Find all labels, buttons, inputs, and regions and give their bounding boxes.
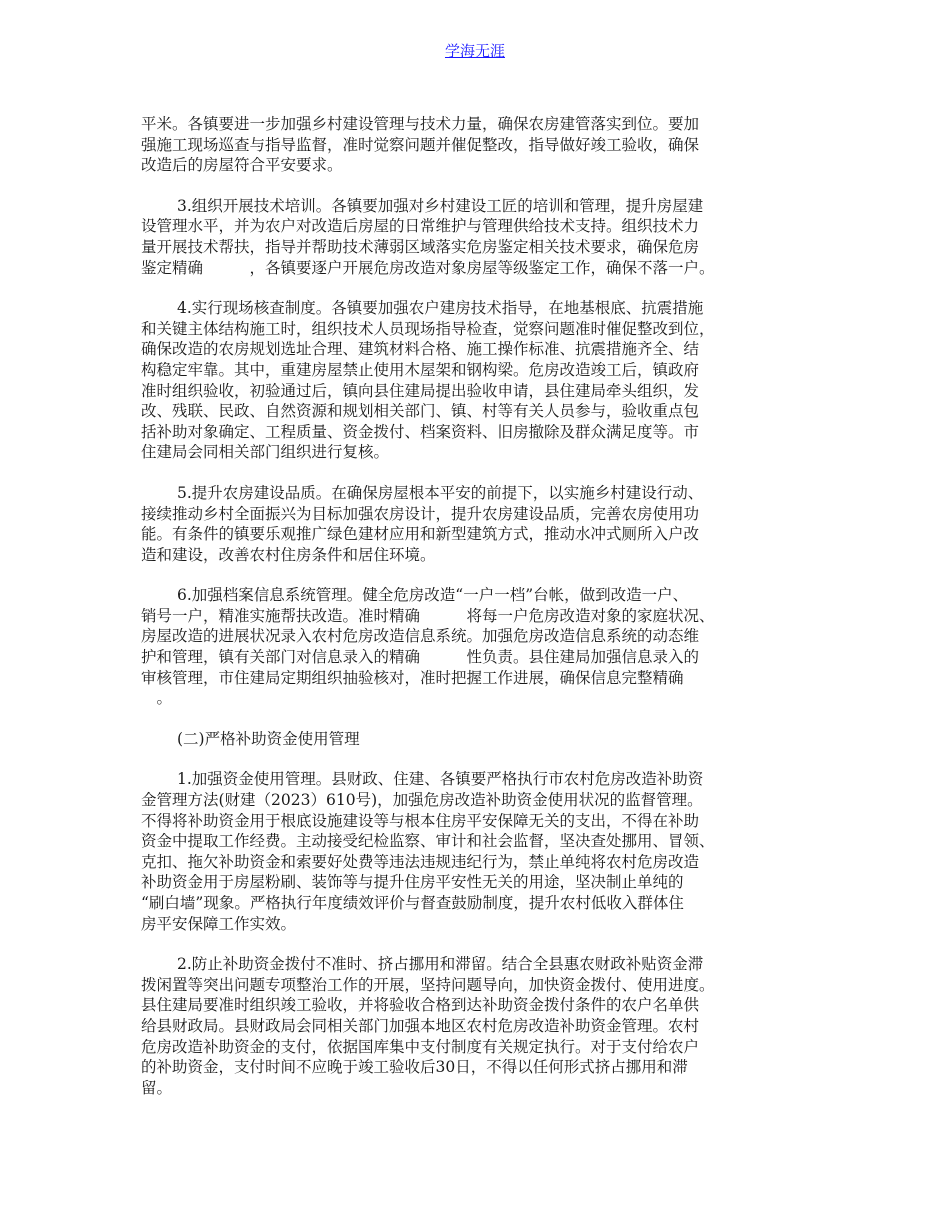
text-line: 房平安保障工作实效。 — [141, 914, 297, 933]
text-line: 确保改造的农房规划选址合理、建筑材料合格、施工操作标准、抗震措施齐全、结 — [141, 340, 700, 359]
text-line: 给县财政局。县财政局会同相关部门加强本地区农村危房改造补助资金管理。农村 — [141, 1016, 700, 1035]
text-line: 的补助资金，支付时间不应晚于竣工验收后30日，不得以任何形式挤占挪用和滞 — [141, 1058, 688, 1077]
text-line: 强施工现场巡查与指导监督，准时觉察问题并催促整改，指导做好竣工验收，确保 — [141, 135, 700, 154]
text-line: 销号一户，精准实施帮扶改造。准时精确 将每一户危房改造对象的家庭状况、 — [141, 606, 715, 625]
text-line: “刷白墙”现象。严格执行年度绩效评价与督查鼓励制度，提升农村低收入群体住 — [141, 894, 684, 912]
text-line: 克扣、拖欠补助资金和索要好处费等违法违规违纪行为，禁止单纯将农村危房改造 — [141, 852, 700, 871]
text-line: 护和管理，镇有关部门对信息录入的精确 性负责。县住建局加强信息录入的 — [141, 648, 700, 667]
text-line: 3.组织开展技术培训。各镇要加强对乡村建设工匠的培训和管理，提升房屋建 — [177, 196, 704, 215]
text-line: 构稳定牢靠。其中，重建房屋禁止使用木屋架和钢构梁。危房改造竣工后，镇政府 — [141, 360, 700, 379]
text-line: 房屋改造的进展状况录入农村危房改造信息系统。加强危房改造信息系统的动态维 — [141, 627, 700, 646]
section-heading — [141, 729, 817, 750]
text-line: 鉴定精确 ，各镇要逐户开展危房改造对象房屋等级鉴定工作，确保不落一户。 — [141, 258, 715, 277]
paragraph — [141, 483, 817, 565]
text-line: (二)严格补助资金使用管理 — [177, 729, 360, 748]
text-line: 审核管理，市住建局定期组织抽验核对，准时把握工作进展，确保信息完整精确 — [141, 668, 684, 687]
text-line: 造和建设，改善农村住房条件和居住环境。 — [141, 545, 436, 564]
text-line: 5.提升农房建设品质。在确保房屋根本平安的前提下，以实施乡村建设行动、 — [177, 483, 704, 502]
text-line: 资金中提取工作经费。主动接受纪检监察、审计和社会监督，坚决查处挪用、冒领、 — [141, 832, 715, 851]
paragraph — [141, 585, 817, 709]
text-line: 住建局会同相关部门组织进行复核。 — [141, 443, 390, 462]
text-line: 不得将补助资金用于根底设施建设等与根本住房平安保障无关的支出，不得在补助 — [141, 811, 700, 830]
document-body — [141, 114, 817, 1098]
text-line: 2.防止补助资金拨付不准时、挤占挪用和滞留。结合全县惠农财政补贴资金滞 — [177, 955, 704, 974]
text-line: 4.实行现场核查制度。各镇要加强农户建房技术指导，在地基根底、抗震措施 — [177, 299, 704, 318]
text-line: 金管理方法(财建（2023）610号)，加强危房改造补助资金使用状况的监督管理。 — [141, 791, 703, 810]
paragraph — [141, 769, 817, 934]
text-line: 设管理水平，并为农户对改造后房屋的日常维护与管理供给技术支持。组织技术力 — [141, 217, 700, 236]
paragraph — [141, 954, 817, 1098]
text-line: 留。 — [141, 1078, 173, 1097]
text-line: 改、残联、民政、自然资源和规划相关部门、镇、村等有关人员参与，验收重点包 — [141, 402, 700, 421]
text-line: 县住建局要准时组织竣工验收，并将验收合格到达补助资金拨付条件的农户名单供 — [141, 996, 700, 1015]
paragraph — [141, 298, 817, 463]
text-line: 危房改造补助资金的支付，依据国库集中支付制度有关规定执行。对于支付给农户 — [141, 1037, 700, 1056]
text-line: 拨闲置等突出问题专项整治工作的开展，坚持问题导向，加快资金拨付、使用进度。 — [141, 975, 715, 994]
text-line: 1.加强资金使用管理。县财政、住建、各镇要严格执行市农村危房改造补助资 — [177, 770, 704, 789]
text-line: 能。有条件的镇要乐观推广绿色建材应用和新型建筑方式，推动水冲式厕所入户改 — [141, 525, 700, 544]
text-line: 量开展技术帮扶，指导并帮助技术薄弱区域落实危房鉴定相关技术要求，确保危房 — [141, 237, 700, 256]
text-line: 接续推动乡村全面振兴为目标加强农房设计，提升农房建设品质，完善农房使用功 — [141, 504, 700, 523]
text-line: 补助资金用于房屋粉刷、装饰等与提升住房平安性无关的用途，坚决制止单纯的 — [141, 873, 684, 892]
text-line: 括补助对象确定、工程质量、资金拨付、档案资料、旧房撤除及群众满足度等。市 — [141, 422, 700, 441]
text-line: 准时组织验收，初验通过后，镇向县住建局提出验收申请，县住建局牵头组织，发 — [141, 381, 700, 400]
paragraph — [141, 114, 817, 176]
paragraph — [141, 196, 817, 278]
text-line: 改造后的房屋符合平安要求。 — [141, 156, 343, 175]
text-line: 6.加强档案信息系统管理。健全危房改造“一户一档”台帐，做到改造一户、 — [177, 586, 689, 605]
header-link[interactable]: 学海无涯 — [444, 42, 505, 60]
text-line: 平米。各镇要进一步加强乡村建设管理与技术力量，确保农房建管落实到位。要加 — [141, 115, 700, 133]
text-line: 和关键主体结构施工时，组织技术人员现场指导检查，觉察问题准时催促整改到位， — [141, 319, 715, 338]
text-line: 。 — [141, 689, 173, 708]
